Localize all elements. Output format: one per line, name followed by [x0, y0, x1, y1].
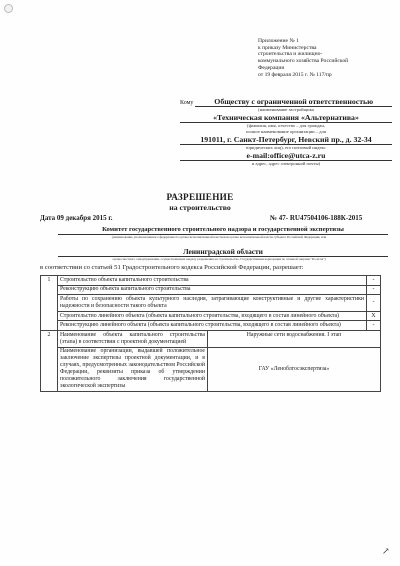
permit-table [40, 275, 381, 392]
work-type-mark: - [367, 285, 381, 295]
table-row [41, 330, 381, 347]
work-type-cell: Работы по сохранению объекта культурного наследия, затрагивающие конструктивные и другие характеристики надежности и безопасности такого объекта [58, 295, 367, 312]
addressee-org-line1: Обществу с ограниченной ответственностью [195, 97, 392, 107]
table-row [41, 311, 381, 321]
work-type-cell: Реконструкцию линейного объекта (объекта капитального строительства, входящего в состав линейного объекта) [58, 321, 367, 331]
addressee-caption: юридических лиц), его почтовый индекс [246, 145, 326, 150]
issuing-authority: Комитет государственного строительного надзора и государственной экспертизы [58, 226, 388, 235]
work-type-mark: - [367, 276, 381, 286]
addressee-org-line2: «Техническая компания «Альтернатива» [180, 113, 392, 123]
punch-hole [4, 4, 13, 13]
intro-text: в соответствии со статьей 51 Градостроительного кодекса Российской Федерации, разрешает: [40, 264, 304, 271]
document-subtitle: на строительство [169, 203, 231, 212]
region-caption: органа местного самоуправления, осуществляющих выдачу разрешения на строительство. Государственная корпорация по атомной энергии "Росатом") [112, 257, 326, 261]
work-type-mark: - [367, 321, 381, 331]
corner-mark: ↗ [382, 546, 390, 556]
table-row [41, 295, 381, 312]
object-name-value: Наружные сети водоснабжения. I этап [208, 330, 381, 347]
addressee-block [180, 97, 392, 167]
row-number: 2 [41, 330, 58, 391]
work-type-cell: Реконструкцию объекта капитального строительства [58, 285, 367, 295]
table-row [41, 276, 381, 286]
work-type-mark: - [367, 295, 381, 312]
addressee-caption: полное наименование организации – для [246, 129, 326, 134]
appendix-line: строительства и жилищно- [258, 51, 323, 58]
expertise-org-value: ГАУ «Леноблгосэкспертиза» [208, 347, 381, 392]
region-name: Ленинградской области [58, 247, 388, 257]
expertise-org-label: Наименование организации, выдавшей положительное заключение экспертизы проектной документации, и в случаях, предусмотренных законодательством Российской Федерации, реквизиты приказа об утверждении положительного заключения государственной экологической экспертизы [58, 347, 208, 392]
addressee-caption: и адрес, адрес электронной почты) [251, 161, 321, 166]
work-type-mark: X [367, 311, 381, 321]
addressee-caption: (наименование застройщика [258, 107, 314, 112]
appendix-line: Приложение № 1 [258, 38, 299, 44]
issuer-caption: (наименование уполномоченного федерального органа исполнительной власти или органа исполнительной власти субъекта Российской Федерации, или [111, 235, 327, 239]
permit-number: № 47- RU47504106-188К-2015 [270, 214, 363, 222]
table-row [41, 347, 381, 392]
work-type-cell: Строительство линейного объекта (объекта капитального строительства, входящего в состав линейного объекта) [58, 311, 367, 321]
appendix-note [258, 38, 396, 78]
appendix-line: к приказу Министерства [258, 44, 317, 51]
appendix-line: от 19 февраля 2015 г. № 117/пр [258, 71, 332, 78]
to-label: Кому [180, 100, 194, 106]
table-row [41, 321, 381, 331]
appendix-line: Федерации [258, 64, 285, 71]
issue-date: Дата 09 декабря 2015 г. [40, 214, 113, 222]
table-row [41, 285, 381, 295]
addressee-caption: (фамилия, имя, отчество – для граждан, [247, 123, 325, 128]
addressee-address: 191011, г. Санкт-Петербург, Невский пр., д. 32-34 [180, 135, 392, 145]
appendix-line: коммунального хозяйства Российской [258, 58, 349, 65]
object-name-label: Наименование объекта капитального строительства (этапа) в соответствии с проектной документацией [58, 330, 208, 347]
row-number: 1 [41, 276, 58, 331]
work-type-cell: Строительство объекта капитального строительства [58, 276, 367, 286]
addressee-email: e-mail:office@utca-z.ru [180, 151, 392, 161]
document-title: РАЗРЕШЕНИЕ [166, 192, 234, 202]
